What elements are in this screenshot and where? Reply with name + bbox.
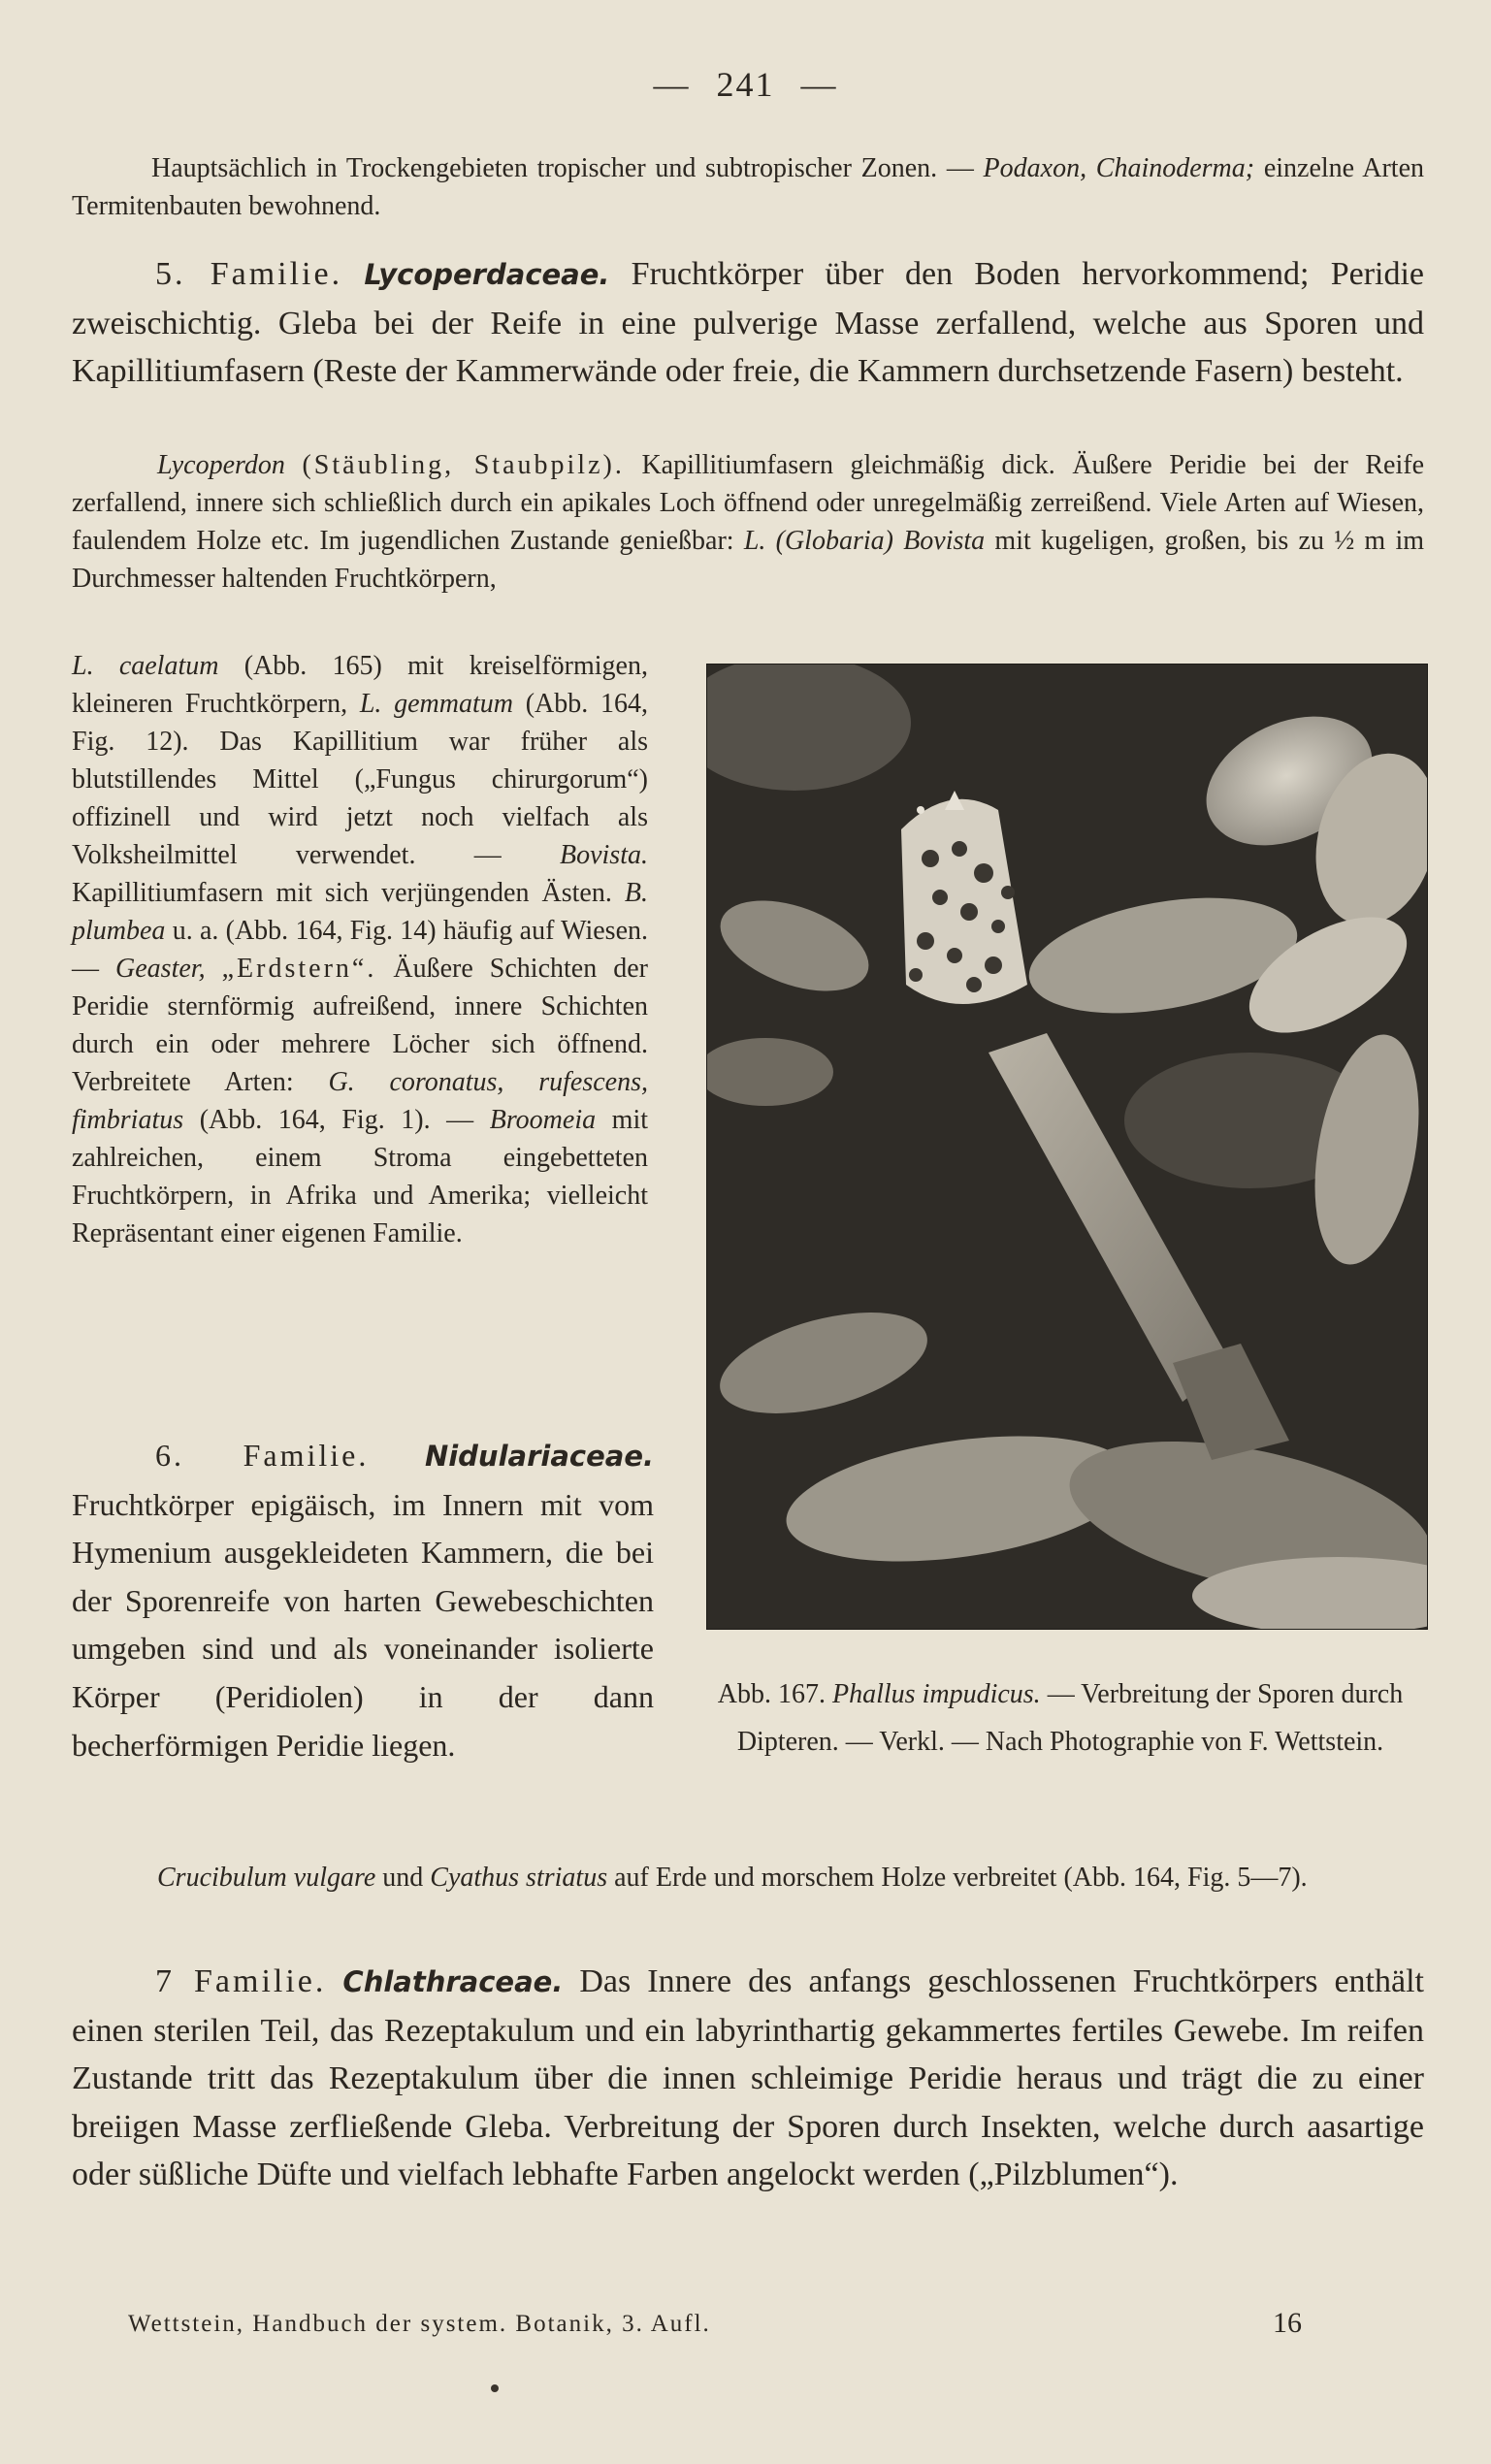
family-7-paragraph: 7 Familie. Chlathraceae. Das Innere des anfangs geschlossenen Fruchtkörpers enthält einen sterilen Teil, das Rezeptakulum und ein labyrinthartig gekammertes fertiles Gewebe. Im reifen Zustande tritt das Rezeptakulum über die innen schleimige Peridie heraus und trägt die zu einer breiigen Masse zerfließende Gleba. Verbreitung der Sporen durch Insekten, welche durch aasartige oder süßliche Düfte und vielfach lebhafte Farben angelockt werden („Pilzblumen“). xyxy=(72,1963,1424,2192)
intro-paragraph: Hauptsächlich in Trockengebieten tropischer und subtropischer Zonen. — Podaxon, Chainoderma; einzelne Arten Termitenbauten bewohnend. xyxy=(72,153,1424,221)
family-5-name: Lycoperdaceae. xyxy=(364,258,610,291)
family-7-name: Chlathraceae. xyxy=(342,1965,564,1998)
family-5-paragraph: 5. Familie. Lycoperdaceae. Fruchtkörper über den Boden hervorkommend; Peridie zweischichtig. Gleba bei der Reife in eine pulverige Masse zerfallend, welche aus Sporen und Kapillitiumfasern (Reste der Kammerwände oder freie, die Kammern durchsetzende Fasern) besteht. xyxy=(72,256,1425,389)
lycoperdon-paragraph-column: L. caelatum (Abb. 165) mit kreiselförmigen, kleineren Fruchtkörpern, L. gemmatum (Abb. 164, Fig. 12). Das Kapillitium war früher als blutstillendes Mittel („Fungus chirurgorum“) offizinell und wird jetzt noch vielfach als Volksheilmittel verwendet. — Bovista. Kapillitiumfasern mit sich verjüngenden Ästen. B. plumbea u. a. (Abb. 164, Fig. 14) häufig auf Wiesen. — Geaster, „Erdstern“. Äußere Schichten der Peridie sternförmig aufreißend, innere Schichten durch ein oder mehrere Löcher sich öffnend. Verbreitete Arten: G. coronatus, rufescens, fimbriatus (Abb. 164, Fig. 1). — Broomeia mit zahlreichen, einem Stroma eingebetteten Fruchtkörpern, in Afrika und Amerika; vielleicht Repräsentant einer eigenen Familie. xyxy=(72,651,649,1248)
family-6-label: 6. Familie. xyxy=(155,1438,370,1473)
family-6-paragraph: 6. Familie. Nidulariaceae. Fruchtkörper epigäisch, im Innern mit vom Hymenium ausgekleideten Kammern, die bei der Sporenreife von harten Gewebeschichten umgeben sind und als voneinander isolierte Körper (Peridiolen) in der dann becherförmigen Peridie liegen. xyxy=(72,1438,655,1763)
ink-speck xyxy=(491,2384,499,2392)
page-footer xyxy=(128,2307,1302,2339)
page-number: — 241 — xyxy=(653,65,838,104)
figure-caption: Abb. 167. Phallus impudicus. — Verbreitung der Sporen durch Dipteren. — Verkl. — Nach Photographie von F. Wettstein. xyxy=(717,1679,1404,1757)
crucibulum-paragraph: Crucibulum vulgare und Cyathus striatus auf Erde und morschem Holze verbreitet (Abb. 164, Fig. 5—7). xyxy=(157,1863,1308,1893)
family-6-name: Nidulariaceae. xyxy=(424,1440,655,1473)
lycoperdon-paragraph-wide: Lycoperdon (Stäubling, Staubpilz). Kapillitiumfasern gleichmäßig dick. Äußere Peridie bei der Reife zerfallend, innere sich schließlich durch ein apikales Loch öffnend oder unregelmäßig zerreißend. Viele Arten auf Wiesen, faulendem Holze etc. Im jugendlichen Zustande genießbar: L. (Globaria) Bovista mit kugeligen, großen, bis zu ½ m im Durchmesser haltenden Fruchtkörpern, xyxy=(72,450,1425,594)
figure-phallus-photo xyxy=(706,664,1428,1630)
photo-image xyxy=(707,665,1427,1629)
footer-citation: Wettstein, Handbuch der system. Botanik, 3. Aufl. xyxy=(128,2311,711,2337)
family-5-label: 5. Familie. xyxy=(155,256,343,292)
signature-number: 16 xyxy=(1273,2307,1302,2339)
family-7-label: 7 Familie. xyxy=(155,1963,327,1999)
